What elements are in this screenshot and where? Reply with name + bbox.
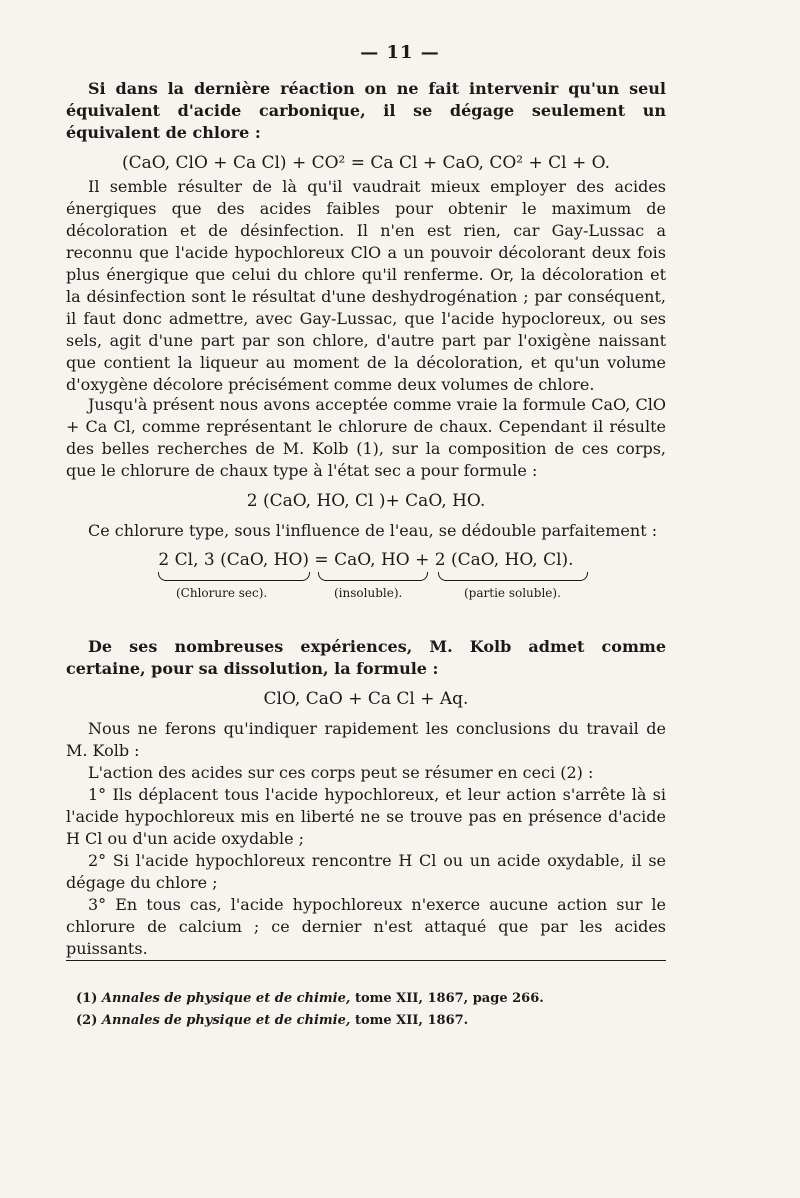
footnote-source: Annales de physique et de chimie, (101, 1013, 351, 1028)
formula: ClO, CaO + Ca Cl + Aq. (263, 689, 469, 709)
body-text (66, 718, 666, 960)
brace (158, 572, 310, 581)
paragraph: L'action des acides sur ces corps peut se résumer en ceci (2) : (88, 763, 594, 782)
body-text (66, 78, 666, 182)
footnote-number: (2) (76, 1013, 98, 1028)
formula-part: + 2 (CaO, HO, Cl). (415, 550, 574, 570)
body-text (66, 636, 666, 718)
footnote (76, 1010, 656, 1032)
page-number: — 11 — (360, 42, 440, 63)
decomposition-formula (66, 550, 666, 608)
paragraph: De ses nombreuses expériences, M. Kolb admet comme certaine, pour sa dissolution, la formule : (66, 637, 666, 678)
paragraph: 3° En tous cas, l'acide hypochloreux n'exerce aucune action sur le chlorure de calcium ; ce dernier n'est attaqué que par les acides puissants. (66, 895, 666, 958)
footnote-source: Annales de physique et de chimie, (101, 991, 351, 1006)
paragraph: Jusqu'à présent nous avons acceptée comme vraie la formule CaO, ClO + Ca Cl, comme représentant le chlorure de chaux. Cependant il résulte des belles recherches de M. Kolb (1), sur la composition de ces corps, que le chlorure de chaux type à l'état sec a pour formule : (66, 395, 666, 480)
paragraph: Ce chlorure type, sous l'influence de l'eau, se dédouble parfaitement : (88, 521, 658, 540)
paragraph: 1° Ils déplacent tous l'acide hypochloreux, et leur action s'arrête là si l'acide hypochloreux mis en liberté ne se trouve pas en présence d'acide H Cl ou d'un acide oxydable ; (66, 785, 666, 848)
footnote-number: (1) (76, 991, 98, 1006)
paragraph: Si dans la dernière réaction on ne fait intervenir qu'un seul équivalent d'acide carbonique, il se dégage seulement un équivalent de chlore : (66, 79, 666, 142)
formula-label: (insoluble). (334, 586, 403, 600)
formula-part: = CaO, HO (314, 550, 410, 570)
paragraph: Il semble résulter de là qu'il vaudrait mieux employer des acides énergiques que des acides faibles pour obtenir le maximum de décoloration et de désinfection. Il n'en est rien, car Gay-Lussac a reconnu que l'acide hypochloreux ClO a un pouvoir décolorant deux fois plus énergique que celui du chlore qu'il renferme. Or, la décoloration et la désinfection sont le résultat d'une deshydrogénation ; par conséquent, il faut donc admettre, avec Gay-Lussac, que l'acide hypocloreux, ou ses sels, agit d'une part par son chlore, d'autre part par l'oxigène naissant que contient la liqueur au moment de la décoloration, et qu'un volume d'oxygène décolore précisément comme deux volumes de chlore. (66, 177, 666, 394)
body-text (66, 394, 666, 608)
formula-label: (partie soluble). (464, 586, 561, 600)
paragraph: 2° Si l'acide hypochloreux rencontre H Cl ou un acide oxydable, il se dégage du chlore ; (66, 851, 666, 892)
formula: 2 (CaO, HO, Cl )+ CaO, HO. (246, 491, 486, 511)
footnote-detail: tome XII, 1867, page 266. (354, 991, 544, 1006)
formula-part: 2 Cl, 3 (CaO, HO) (158, 550, 310, 570)
formula-label: (Chlorure sec). (176, 586, 268, 600)
paragraph: Nous ne ferons qu'indiquer rapidement les conclusions du travail de M. Kolb : (66, 719, 666, 760)
brace (318, 572, 428, 581)
footnote-separator (66, 960, 666, 961)
footnote (76, 988, 656, 1010)
footnotes (76, 988, 656, 1032)
formula: (CaO, ClO + Ca Cl) + CO² = Ca Cl + CaO, CO² + Cl + O. (121, 153, 611, 173)
footnote-detail: tome XII, 1867. (354, 1013, 469, 1028)
body-text (66, 176, 666, 396)
brace (438, 572, 588, 581)
